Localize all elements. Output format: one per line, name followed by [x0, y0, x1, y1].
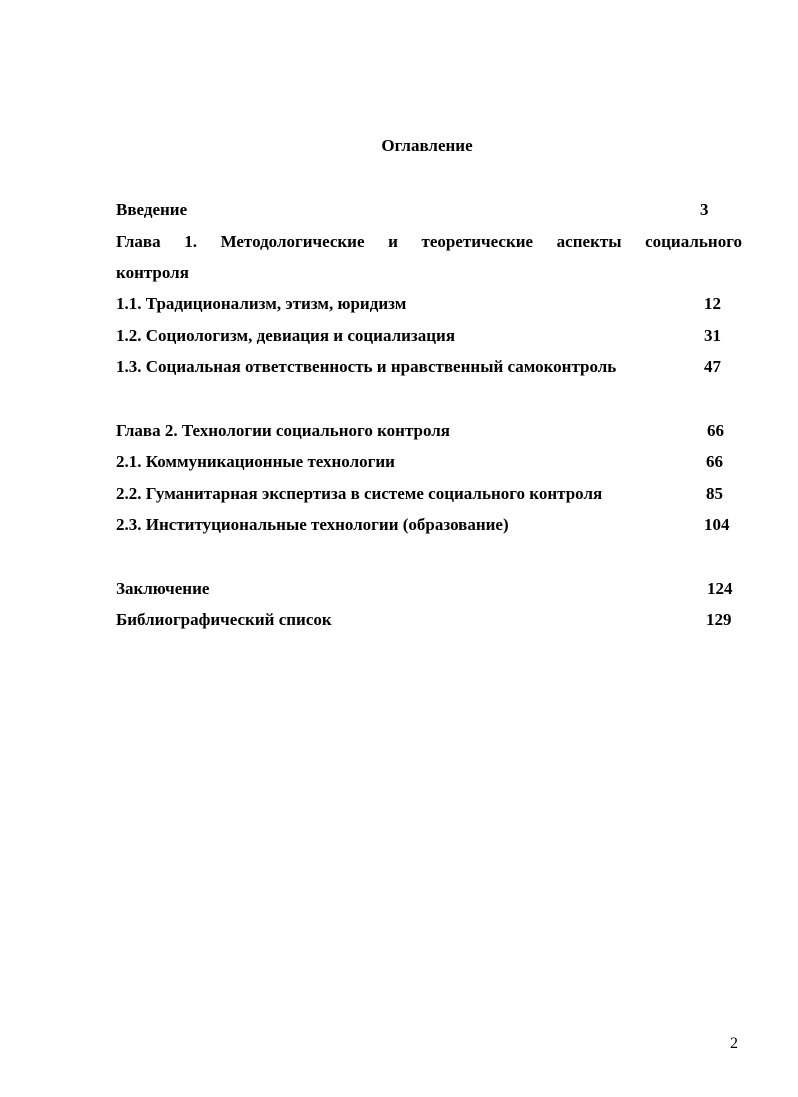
- toc-title: Оглавление: [381, 136, 473, 155]
- toc-entry-1-2: 1.2. Социологизм, девиация и социализация: [116, 326, 456, 345]
- toc-page-2-1: 66: [706, 452, 723, 471]
- toc-entry-2-3: 2.3. Институциональные технологии (образование): [116, 515, 509, 534]
- toc-page-2-3: 104: [704, 515, 730, 534]
- toc-entry-2-2: 2.2. Гуманитарная экспертиза в системе социального контроля: [116, 484, 603, 503]
- toc-entry-chapter-1-line2: контроля: [116, 263, 189, 282]
- toc-page-1-2: 31: [704, 326, 721, 345]
- toc-page-introduction: 3: [700, 200, 709, 219]
- toc-page-1-3: 47: [704, 357, 721, 376]
- toc-entry-introduction: Введение: [116, 200, 188, 219]
- toc-page-2-2: 85: [706, 484, 723, 503]
- page-number: 2: [730, 1035, 738, 1052]
- toc-entry-chapter-2: Глава 2. Технологии социального контроля: [116, 421, 450, 440]
- toc-page-conclusion: 124: [707, 579, 733, 598]
- toc-page-bibliography: 129: [706, 610, 732, 629]
- toc-entry-conclusion: Заключение: [116, 579, 210, 598]
- toc-entry-chapter-1-line1: Глава 1. Методологические и теоретические аспекты социального: [116, 232, 742, 251]
- toc-entry-bibliography: Библиографический список: [116, 610, 332, 629]
- toc-entry-1-3: 1.3. Социальная ответственность и нравственный самоконтроль: [116, 357, 617, 376]
- toc-page-chapter-2: 66: [707, 421, 724, 440]
- toc-entry-1-1: 1.1. Традиционализм, этизм, юридизм: [116, 294, 407, 313]
- toc-entry-2-1: 2.1. Коммуникационные технологии: [116, 452, 395, 471]
- toc-page-1-1: 12: [704, 294, 721, 313]
